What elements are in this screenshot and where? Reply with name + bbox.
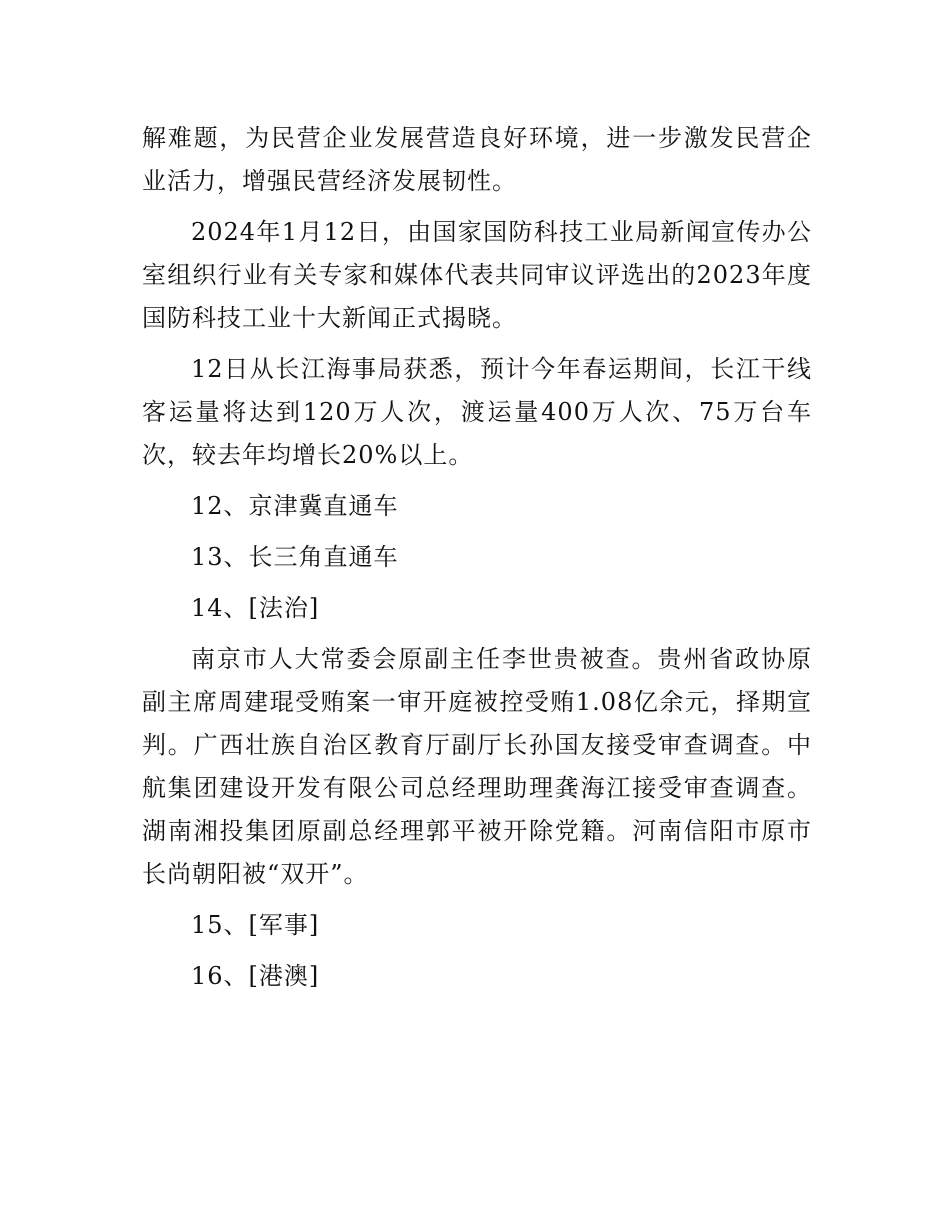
paragraph-defense-news: 2024年1月12日，由国家国防科技工业局新闻宣传办公室组织行业有关专家和媒体代表共同审议评选出的2023年度国防科技工业十大新闻正式揭晓。 bbox=[142, 218, 812, 332]
section-heading-13: 13、长三角直通车 bbox=[191, 543, 399, 571]
document-body bbox=[142, 117, 812, 1006]
section-heading-14: 14、[法治] bbox=[191, 594, 320, 622]
paragraph-spring-transport: 12日从长江海事局获悉，预计今年春运期间，长江干线客运量将达到120万人次，渡运量400万人次、75万台车次，较去年均增长20%以上。 bbox=[142, 355, 812, 469]
section-heading-15: 15、[军事] bbox=[191, 911, 320, 939]
section-heading-16: 16、[港澳] bbox=[191, 962, 320, 990]
section-heading-12: 12、京津冀直通车 bbox=[191, 492, 399, 520]
paragraph-law-news: 南京市人大常委会原副主任李世贵被查。贵州省政协原副主席周建琨受贿案一审开庭被控受贿1.08亿余元，择期宣判。广西壮族自治区教育厅副厅长孙国友接受审查调查。中航集团建设开发有限公司总经理助理龚海江接受审查调查。湖南湘投集团原副总经理郭平被开除党籍。河南信阳市原市长尚朝阳被“双开”。 bbox=[142, 645, 812, 888]
paragraph-continuation: 解难题，为民营企业发展营造良好环境，进一步激发民营企业活力，增强民营经济发展韧性。 bbox=[142, 124, 812, 195]
